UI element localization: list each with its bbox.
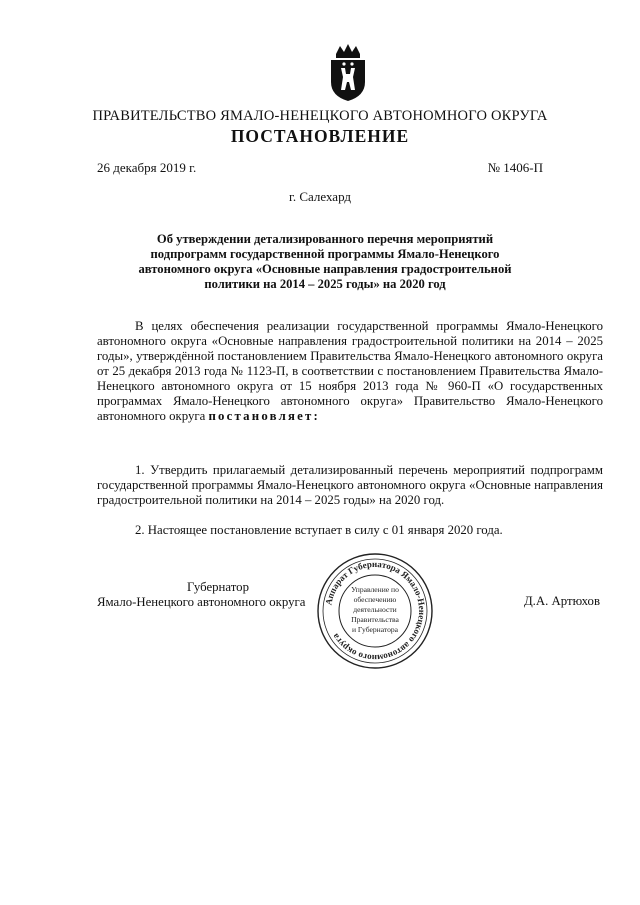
official-stamp <box>316 552 434 670</box>
stamp-line-5: и Губернатора <box>351 625 399 634</box>
document-number: № 1406-П <box>487 160 543 175</box>
item-1-paragraph: 1. Утвердить прилагаемый детализированный перечень мероприятий подпрограмм государственной программы Ямало-Ненецкого автономного округа «Основные направления градостроительной политики на 2014 – 2025 годы» на 2020 год. <box>97 463 603 507</box>
document-date: 26 декабря 2019 г. <box>97 160 197 175</box>
document-type: ПОСТАНОВЛЕНИЕ <box>230 126 410 146</box>
stamp-line-4: Правительства <box>351 615 399 624</box>
resolves-word: постановляет: <box>208 409 320 423</box>
preamble-text: В целях обеспечения реализации государственной программы Ямало-Ненецкого автономного округа «Основные направления градостроительной политики на 2014 – 2025 годы», утверждённой постановлением Правительства Ямало-Ненецкого автономного округа от 25 декабря 2013 года № 1123-П, в соответствии с постановлением Правительства Ямало-Ненецкого автономного округа от 15 ноября 2013 года № 960-П «О государственных программах Ямало-Ненецкого автономного округа» Правительство Ямало-Ненецкого автономного округа <box>97 319 603 423</box>
document-place: г. Салехард <box>288 189 352 204</box>
coat-of-arms-emblem <box>328 44 368 102</box>
crown-icon <box>336 44 360 58</box>
stamp-ring-text: Аппарат Губернатора Ямало-Ненецкого автономного округа <box>323 558 428 664</box>
government-title: ПРАВИТЕЛЬСТВО ЯМАЛО-НЕНЕЦКОГО АВТОНОМНОГО ОКРУГА <box>92 108 548 124</box>
signer-title-line2: Ямало-Ненецкого автономного округа <box>97 595 306 609</box>
stamp-line-3: деятельности <box>353 605 397 614</box>
document-subject: Об утверждении детализированного перечня мероприятий подпрограмм государственной программы Ямало-Ненецкого автономного округа «Основные направления градостроительной политики на 2014 – 2025 годы» на 2020 год <box>138 232 512 291</box>
preamble-paragraph <box>97 319 603 424</box>
stamp-line-1: Управление по <box>351 585 399 594</box>
item-2-paragraph: 2. Настоящее постановление вступает в силу с 01 января 2020 года. <box>135 523 503 537</box>
signer-title-line1: Губернатор <box>187 580 249 594</box>
signer-title <box>97 580 327 610</box>
signer-name: Д.А. Артюхов <box>523 594 600 608</box>
stamp-line-2: обеспечению <box>353 595 397 604</box>
